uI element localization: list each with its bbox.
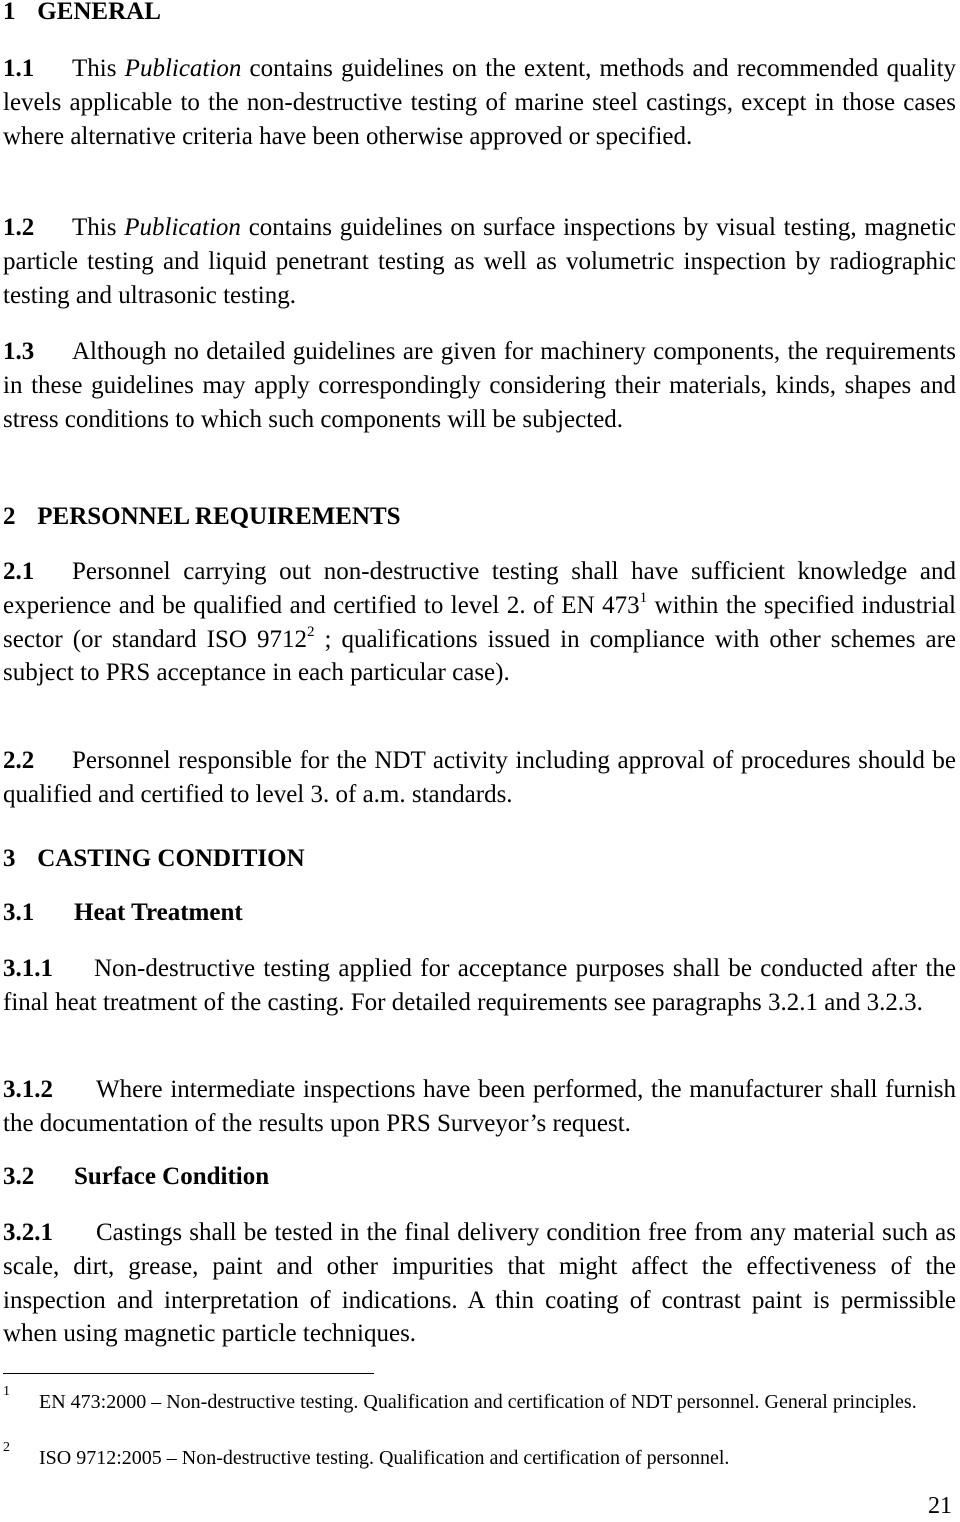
paragraph-3-1-2	[3, 1073, 956, 1141]
footnote-1	[3, 1384, 956, 1416]
footnote-mark: 2	[3, 1440, 10, 1455]
paragraph-text: within the specified industrial sector (or standard ISO 9712	[3, 591, 956, 653]
paragraph-number: 3.1.2	[3, 1076, 53, 1103]
paragraph-number: 1.3	[3, 338, 35, 365]
subsection-heading-heat-treatment	[3, 898, 956, 928]
paragraph-text: Personnel carrying out non-destructive testing shall have sufficient knowledge and experience and be qualified and certified to level 2. of EN 473	[3, 558, 956, 619]
paragraph-number: 3.2.1	[3, 1219, 53, 1246]
section-number: 3	[3, 845, 16, 872]
paragraph-text: Personnel responsible for the NDT activity including approval of procedures should be qualified and certified to level 3. of a.m. standards.	[3, 747, 956, 808]
subsection-title: Heat Treatment	[74, 899, 243, 926]
paragraph-text: Although no detailed guidelines are given for machinery components, the requirements in these guidelines may apply correspondingly considering their materials, kinds, shapes and stress conditions to which such components will be subjected.	[3, 338, 956, 433]
section-title: PERSONNEL REQUIREMENTS	[37, 503, 401, 530]
paragraph-number: 1.2	[3, 214, 35, 241]
paragraph-text: contains guidelines on surface inspections by visual testing, magnetic particle testing and liquid penetrant testing as well as volumetric inspection by radiographic testing and ultrasonic testing.	[3, 214, 957, 309]
footnote-text: ISO 9712:2005 – Non-destructive testing. Qualification and certification of personnel.	[39, 1447, 730, 1469]
paragraph-2-2	[3, 744, 956, 812]
footnote-text: EN 473:2000 – Non-destructive testing. Qualification and certification of NDT personnel. General principles.	[39, 1391, 917, 1413]
paragraph-text: Non-destructive testing applied for acceptance purposes shall be conducted after the final heat treatment of the casting. For detailed requirements see paragraphs 3.2.1 and 3.2.3.	[3, 955, 956, 1016]
section-number: 2	[3, 503, 16, 530]
footnote-mark: 1	[3, 1384, 10, 1399]
section-number: 1	[3, 0, 16, 25]
section-heading-personnel	[3, 502, 956, 532]
section-title: GENERAL	[37, 0, 161, 25]
paragraph-3-2-1	[3, 1216, 956, 1351]
footnote-2	[3, 1440, 956, 1472]
paragraph-2-1	[3, 555, 956, 690]
footnote-separator	[3, 1373, 374, 1374]
page-number: 21	[928, 1493, 952, 1519]
paragraph-number: 3.1.1	[3, 955, 53, 982]
paragraph-text: Where intermediate inspections have been performed, the manufacturer shall furnish the documentation of the results upon PRS Surveyor’s request.	[3, 1076, 956, 1137]
subsection-number: 3.1	[3, 899, 35, 926]
paragraph-1-2	[3, 211, 956, 312]
paragraph-text: ; qualifications issued in compliance with other schemes are subject to PRS acceptance in each particular case).	[3, 625, 957, 687]
paragraph-number: 1.1	[3, 55, 35, 82]
paragraph-1-1	[3, 52, 956, 153]
subsection-title: Surface Condition	[74, 1163, 270, 1190]
paragraph-text: This	[72, 214, 117, 241]
section-heading-general	[3, 0, 956, 27]
footnote-ref-1[interactable]: 1	[639, 590, 648, 607]
italic-publication: Publication	[124, 55, 242, 82]
paragraph-3-1-1	[3, 952, 956, 1020]
paragraph-text: This	[72, 55, 117, 82]
subsection-number: 3.2	[3, 1163, 35, 1190]
italic-publication: Publication	[124, 214, 241, 241]
paragraph-1-3	[3, 335, 956, 436]
section-title: CASTING CONDITION	[37, 845, 305, 872]
paragraph-number: 2.2	[3, 747, 35, 774]
paragraph-number: 2.1	[3, 558, 35, 585]
paragraph-text: Castings shall be tested in the final delivery condition free from any material such as scale, dirt, grease, paint and other impurities that might affect the effectiveness of the inspection and interpretation of indications. A thin coating of contrast paint is permissible when using magnetic particle techniques.	[3, 1219, 956, 1348]
footnote-ref-2[interactable]: 2	[306, 624, 315, 641]
subsection-heading-surface-condition	[3, 1162, 956, 1192]
section-heading-casting-condition	[3, 844, 956, 874]
paragraph-text: contains guidelines on the extent, methods and recommended quality levels applicable to the non-destructive testing of marine steel castings, except in those cases where alternative criteria have been otherwise approved or specified.	[3, 55, 957, 150]
